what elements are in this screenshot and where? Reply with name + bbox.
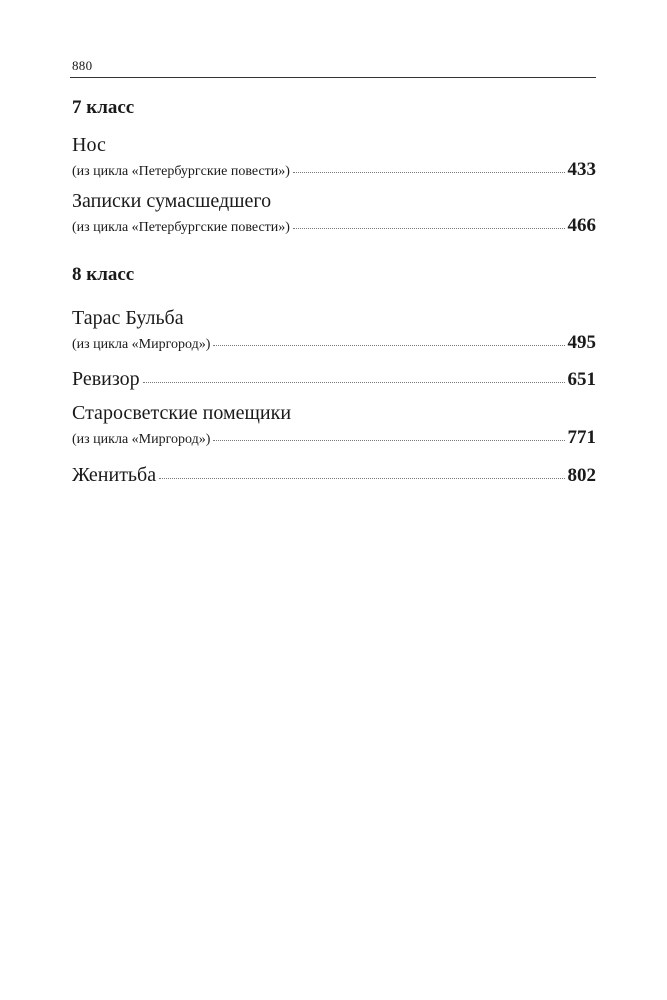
entry-page-number: 495 <box>567 332 596 353</box>
toc-entry-taras-bulba[interactable] <box>72 306 596 354</box>
toc-entry-zhenitba[interactable] <box>72 464 596 487</box>
entry-title: Нос <box>72 134 106 156</box>
entry-subtitle: (из цикла «Петербургские повести») <box>72 164 290 179</box>
entry-title: Старосветские помещики <box>72 402 292 424</box>
entry-leader-row <box>72 215 596 237</box>
entry-page-number: 802 <box>567 465 596 486</box>
section-heading-8: 8 класс <box>72 264 135 285</box>
entry-subtitle: (из цикла «Петербургские повести») <box>72 220 290 235</box>
entry-leader-row <box>72 427 596 449</box>
entry-leader-row <box>72 464 596 487</box>
dot-leader <box>159 478 564 479</box>
entry-page-number: 433 <box>567 159 596 180</box>
entry-page-number: 771 <box>567 427 596 448</box>
section-heading-7: 7 класс <box>72 97 135 118</box>
toc-entry-zapiski[interactable] <box>72 189 596 237</box>
entry-title: Женитьба <box>72 464 157 486</box>
entry-leader-row <box>72 159 596 181</box>
header-rule <box>70 77 596 78</box>
entry-title: Тарас Бульба <box>72 307 184 329</box>
toc-entry-revizor[interactable] <box>72 368 596 391</box>
entry-page-number: 466 <box>567 215 596 236</box>
entry-leader-row <box>72 368 596 391</box>
dot-leader <box>143 382 565 383</box>
entry-subtitle: (из цикла «Миргород») <box>72 337 211 352</box>
dot-leader <box>213 345 564 346</box>
toc-entry-starosvetskie[interactable] <box>72 401 596 449</box>
dot-leader <box>293 228 565 229</box>
entry-title: Ревизор <box>72 368 140 390</box>
entry-leader-row <box>72 332 596 354</box>
page-number: 880 <box>72 58 93 73</box>
toc-entry-nos[interactable] <box>72 133 596 181</box>
entry-title: Записки сумасшедшего <box>72 190 272 212</box>
entry-page-number: 651 <box>567 369 596 390</box>
dot-leader <box>213 440 564 441</box>
entry-subtitle: (из цикла «Миргород») <box>72 432 211 447</box>
dot-leader <box>293 172 565 173</box>
